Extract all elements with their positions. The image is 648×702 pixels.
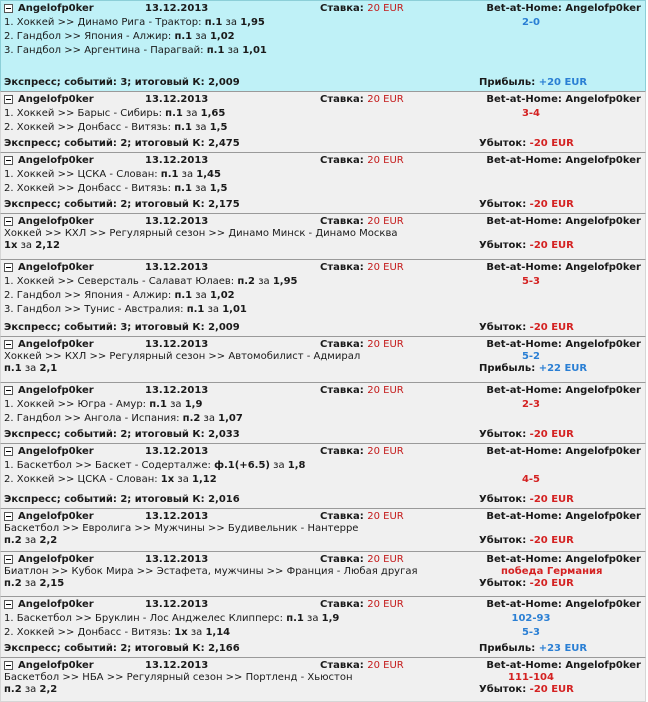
collapse-toggle-icon[interactable] [4, 447, 13, 456]
stake-label: Ставка: [320, 216, 368, 227]
bet-card [0, 382, 646, 445]
event-pick: п.2 [4, 578, 22, 589]
stake-amount: 20 EUR [367, 511, 404, 522]
bet-card [0, 551, 646, 598]
leg-pick: п.1 [174, 31, 193, 42]
collapse-toggle-icon[interactable] [4, 156, 13, 165]
leg-score: 2-0 [521, 17, 541, 28]
leg-pick: п.1 [286, 613, 304, 624]
leg-pick: п.1 [149, 399, 167, 410]
bet-summary [1, 494, 645, 506]
bettor-name: Angelofp0ker [18, 3, 94, 14]
result-value: +23 EUR [538, 643, 588, 654]
bettor-name: Angelofp0ker [18, 554, 94, 565]
bet-result [479, 494, 574, 506]
leg-score: 4-5 [521, 474, 541, 485]
result-label: Прибыль: [479, 643, 539, 654]
bet-leg [1, 627, 645, 639]
result-label: Убыток: [479, 578, 530, 589]
result-value: -20 EUR [529, 578, 574, 589]
leg-odds: 1,95 [240, 17, 265, 28]
leg-pick: п.1 [165, 108, 183, 119]
leg-pick: п.1 [206, 45, 225, 56]
event-pick: п.2 [4, 684, 22, 695]
event-pick: п.1 [4, 363, 22, 374]
stake-amount: 20 EUR [367, 262, 404, 273]
bookmaker-account: Bet-at-Home: Angelofp0ker [486, 385, 641, 396]
result-label: Прибыль: [479, 363, 539, 374]
bet-date: 13.12.2013 [145, 3, 209, 14]
leg-pick: п.2 [237, 276, 256, 287]
bet-leg [1, 413, 645, 425]
bookmaker-account: Bet-at-Home: Angelofp0ker [486, 216, 641, 227]
result-value: -20 EUR [529, 494, 574, 505]
collapse-toggle-icon[interactable] [4, 600, 13, 609]
stake-label: Ставка: [320, 155, 368, 166]
bettor-name: Angelofp0ker [18, 94, 94, 105]
stake-info [320, 339, 404, 351]
bet-leg [1, 276, 645, 288]
collapse-toggle-icon[interactable] [4, 386, 13, 395]
stake-amount: 20 EUR [367, 660, 404, 671]
bet-card [0, 336, 646, 384]
bookmaker-account: Bet-at-Home: Angelofp0ker [486, 660, 641, 671]
bet-card [0, 91, 646, 154]
result-label: Прибыль: [479, 77, 539, 88]
pick-text: п.2 за 2,2 [4, 684, 58, 695]
event-odds: 2,1 [39, 363, 58, 374]
leg-pick: п.1 [174, 122, 192, 133]
bet-date: 13.12.2013 [145, 660, 209, 671]
bet-date: 13.12.2013 [145, 511, 209, 522]
bet-result [479, 363, 587, 375]
bet-summary [1, 138, 645, 150]
event-odds: 2,2 [39, 684, 58, 695]
express-summary: Экспресс; событий: 2; итоговый К: 2,166 [4, 643, 240, 654]
event-path: Хоккей >> КХЛ >> Регулярный сезон >> Автомобилист - Адмирал [4, 351, 361, 362]
bettor-name: Angelofp0ker [18, 216, 94, 227]
leg-text: 1. Хоккей >> Барыс - Сибирь: п.1 за 1,65 [4, 108, 226, 119]
bet-header [1, 155, 645, 167]
event-odds: 2,15 [39, 578, 65, 589]
stake-label: Ставка: [320, 3, 368, 14]
bet-card [0, 443, 646, 510]
bet-summary [1, 199, 645, 211]
bet-leg [1, 122, 645, 134]
bet-header [1, 216, 645, 228]
bet-date: 13.12.2013 [145, 385, 209, 396]
bet-result [479, 578, 574, 590]
result-value: -20 EUR [529, 199, 574, 210]
bet-header [1, 554, 645, 566]
bet-leg [1, 613, 645, 625]
bet-summary [1, 429, 645, 441]
bet-card [0, 0, 646, 93]
stake-amount: 20 EUR [367, 554, 404, 565]
bet-leg [1, 45, 645, 57]
express-summary: Экспресс; событий: 3; итоговый К: 2,009 [4, 77, 240, 88]
stake-info [320, 511, 404, 523]
bet-result [479, 138, 574, 150]
stake-info [320, 554, 404, 566]
pick-text: п.2 за 2,15 [4, 578, 65, 589]
bet-date: 13.12.2013 [145, 339, 209, 350]
leg-odds: 1,5 [209, 183, 228, 194]
leg-odds: 1,02 [209, 290, 235, 301]
stake-info [320, 385, 404, 397]
bet-header [1, 385, 645, 397]
bet-card [0, 152, 646, 215]
stake-label: Ставка: [320, 599, 368, 610]
bet-result [479, 322, 574, 334]
bet-pick-row [1, 363, 645, 375]
result-label: Убыток: [479, 429, 530, 440]
express-summary: Экспресс; событий: 2; итоговый К: 2,175 [4, 199, 240, 210]
event-score: 5-2 [521, 351, 541, 362]
bet-card [0, 508, 646, 553]
bet-result [479, 643, 587, 655]
leg-pick: п.2 [182, 413, 201, 424]
stake-label: Ставка: [320, 94, 368, 105]
leg-text: 2. Гандбол >> Япония - Алжир: п.1 за 1,02 [4, 31, 235, 42]
leg-score: 3-4 [521, 108, 541, 119]
leg-text: 1. Хоккей >> ЦСКА - Слован: п.1 за 1,45 [4, 169, 221, 180]
result-value: +20 EUR [538, 77, 588, 88]
bet-result [479, 535, 574, 547]
event-path: Баскетбол >> НБА >> Регулярный сезон >> Портленд - Хьюстон [4, 672, 353, 683]
event-odds: 2,2 [39, 535, 58, 546]
event-path: Хоккей >> КХЛ >> Регулярный сезон >> Динамо Минск - Динамо Москва [4, 228, 398, 239]
event-pick: п.2 [4, 535, 22, 546]
stake-info [320, 599, 404, 611]
leg-pick: п.1 [174, 183, 192, 194]
event-score: 111-104 [508, 672, 554, 683]
leg-odds: 1,95 [272, 276, 298, 287]
bet-leg [1, 17, 645, 29]
stake-amount: 20 EUR [367, 599, 404, 610]
stake-amount: 20 EUR [367, 216, 404, 227]
bet-leg [1, 183, 645, 195]
express-summary: Экспресс; событий: 2; итоговый К: 2,033 [4, 429, 240, 440]
collapse-toggle-icon[interactable] [4, 4, 13, 13]
bet-result [479, 684, 574, 696]
result-label: Убыток: [479, 240, 530, 251]
bet-date: 13.12.2013 [145, 94, 209, 105]
bet-event [1, 523, 645, 535]
stake-info [320, 3, 404, 15]
leg-odds: 1,07 [218, 413, 243, 424]
bet-card [0, 657, 646, 702]
leg-odds: 1,01 [242, 45, 267, 56]
collapse-toggle-icon[interactable] [4, 661, 13, 670]
event-path: Баскетбол >> Евролига >> Мужчины >> Будивельник - Нантерре [4, 523, 359, 534]
result-value: -20 EUR [529, 322, 574, 333]
bet-date: 13.12.2013 [145, 599, 209, 610]
bookmaker-account: Bet-at-Home: Angelofp0ker [486, 94, 641, 105]
bet-leg [1, 108, 645, 120]
bookmaker-account: Bet-at-Home: Angelofp0ker [486, 3, 641, 14]
bet-header [1, 94, 645, 106]
bet-result [479, 199, 574, 211]
collapse-toggle-icon[interactable] [4, 217, 13, 226]
result-label: Убыток: [479, 138, 530, 149]
leg-odds: 1,65 [200, 108, 226, 119]
bet-summary [1, 322, 645, 334]
bet-pick-row [1, 535, 645, 547]
result-label: Убыток: [479, 535, 530, 546]
stake-amount: 20 EUR [367, 385, 404, 396]
bookmaker-account: Bet-at-Home: Angelofp0ker [486, 511, 641, 522]
bet-event [1, 566, 645, 578]
leg-odds: 1,02 [209, 31, 235, 42]
leg-text: 2. Хоккей >> Донбасс - Витязь: п.1 за 1,5 [4, 122, 228, 133]
leg-text: 2. Хоккей >> Донбасс - Витязь: п.1 за 1,5 [4, 183, 228, 194]
bet-card [0, 596, 646, 659]
stake-label: Ставка: [320, 660, 368, 671]
bettor-name: Angelofp0ker [18, 155, 94, 166]
event-score: победа Германия [501, 566, 603, 577]
leg-odds: 1,14 [205, 627, 231, 638]
bet-pick-row [1, 684, 645, 696]
bet-date: 13.12.2013 [145, 155, 209, 166]
bet-event [1, 228, 645, 240]
event-odds: 2,12 [35, 240, 60, 251]
bet-leg [1, 460, 645, 472]
result-label: Убыток: [479, 199, 530, 210]
bet-leg [1, 290, 645, 302]
leg-text: 1. Хоккей >> Северсталь - Салават Юлаев: п.2 за 1,95 [4, 276, 298, 287]
stake-info [320, 446, 404, 458]
bookmaker-account: Bet-at-Home: Angelofp0ker [486, 339, 641, 350]
stake-label: Ставка: [320, 511, 368, 522]
collapse-toggle-icon[interactable] [4, 95, 13, 104]
express-summary: Экспресс; событий: 2; итоговый К: 2,016 [4, 494, 240, 505]
leg-pick: ф.1(+6.5) [214, 460, 270, 471]
pick-text: п.2 за 2,2 [4, 535, 58, 546]
result-value: -20 EUR [529, 429, 574, 440]
stake-amount: 20 EUR [367, 3, 404, 14]
bet-header [1, 446, 645, 458]
bookmaker-account: Bet-at-Home: Angelofp0ker [486, 155, 641, 166]
bettor-name: Angelofp0ker [18, 511, 94, 522]
bet-leg [1, 304, 645, 316]
result-value: -20 EUR [529, 240, 574, 251]
bettor-name: Angelofp0ker [18, 599, 94, 610]
leg-pick: п.1 [160, 169, 179, 180]
stake-info [320, 660, 404, 672]
bet-pick-row [1, 578, 645, 590]
stake-label: Ставка: [320, 262, 368, 273]
stake-amount: 20 EUR [367, 155, 404, 166]
bet-summary [1, 77, 645, 89]
leg-odds: 1,12 [192, 474, 217, 485]
stake-label: Ставка: [320, 385, 368, 396]
bet-date: 13.12.2013 [145, 446, 209, 457]
bettor-name: Angelofp0ker [18, 339, 94, 350]
bet-event [1, 351, 645, 363]
result-label: Убыток: [479, 684, 530, 695]
stake-info [320, 216, 404, 228]
leg-score: 5-3 [521, 627, 541, 638]
bettor-name: Angelofp0ker [18, 385, 94, 396]
stake-label: Ставка: [320, 554, 368, 565]
collapse-toggle-icon[interactable] [4, 340, 13, 349]
leg-text: 2. Гандбол >> Япония - Алжир: п.1 за 1,02 [4, 290, 235, 301]
collapse-toggle-icon[interactable] [4, 512, 13, 521]
leg-text: 1. Хоккей >> Югра - Амур: п.1 за 1,9 [4, 399, 203, 410]
bet-pick-row [1, 240, 645, 252]
bookmaker-account: Bet-at-Home: Angelofp0ker [486, 554, 641, 565]
leg-score: 102-93 [511, 613, 551, 624]
bet-header [1, 262, 645, 274]
bet-result [479, 77, 587, 89]
leg-odds: 1,01 [222, 304, 247, 315]
bet-result [479, 240, 574, 252]
result-value: -20 EUR [529, 138, 574, 149]
bettor-name: Angelofp0ker [18, 446, 94, 457]
bettor-name: Angelofp0ker [18, 660, 94, 671]
leg-text: 1. Баскетбол >> Баскет - Содерталже: ф.1(+6.5) за 1,8 [4, 460, 306, 471]
leg-text: 2. Хоккей >> ЦСКА - Слован: 1х за 1,12 [4, 474, 217, 485]
bettor-name: Angelofp0ker [18, 262, 94, 273]
event-pick: 1х [4, 240, 18, 251]
bookmaker-account: Bet-at-Home: Angelofp0ker [486, 599, 641, 610]
bet-leg [1, 399, 645, 411]
stake-amount: 20 EUR [367, 446, 404, 457]
bet-result [479, 429, 574, 441]
bet-summary [1, 643, 645, 655]
leg-pick: п.1 [186, 304, 205, 315]
leg-odds: 1,9 [321, 613, 340, 624]
leg-score: 2-3 [521, 399, 541, 410]
stake-info [320, 94, 404, 106]
bookmaker-account: Bet-at-Home: Angelofp0ker [486, 262, 641, 273]
leg-odds: 1,45 [196, 169, 221, 180]
leg-pick: п.1 [204, 17, 223, 28]
bet-header [1, 339, 645, 351]
leg-pick: 1х [174, 627, 188, 638]
collapse-toggle-icon[interactable] [4, 555, 13, 564]
pick-text: 1х за 2,12 [4, 240, 60, 251]
bet-date: 13.12.2013 [145, 216, 209, 227]
stake-info [320, 155, 404, 167]
leg-pick: 1х [160, 474, 175, 485]
stake-info [320, 262, 404, 274]
leg-text: 1. Хоккей >> Динамо Рига - Трактор: п.1 за 1,95 [4, 17, 265, 28]
stake-amount: 20 EUR [367, 94, 404, 105]
express-summary: Экспресс; событий: 2; итоговый К: 2,475 [4, 138, 240, 149]
result-value: +22 EUR [538, 363, 588, 374]
bet-leg [1, 474, 645, 486]
leg-text: 2. Гандбол >> Ангола - Испания: п.2 за 1,07 [4, 413, 243, 424]
bet-header [1, 660, 645, 672]
result-label: Убыток: [479, 322, 530, 333]
result-value: -20 EUR [529, 535, 574, 546]
bet-card [0, 259, 646, 338]
bet-header [1, 511, 645, 523]
leg-pick: п.1 [174, 290, 193, 301]
leg-odds: 1,5 [209, 122, 228, 133]
leg-score: 5-3 [521, 276, 541, 287]
bet-leg [1, 31, 645, 43]
leg-text: 1. Баскетбол >> Бруклин - Лос Анджелес Клипперс: п.1 за 1,9 [4, 613, 340, 624]
collapse-toggle-icon[interactable] [4, 263, 13, 272]
result-label: Убыток: [479, 494, 530, 505]
leg-text: 3. Гандбол >> Аргентина - Парагвай: п.1 за 1,01 [4, 45, 267, 56]
stake-label: Ставка: [320, 446, 368, 457]
bet-date: 13.12.2013 [145, 554, 209, 565]
stake-label: Ставка: [320, 339, 368, 350]
result-value: -20 EUR [529, 684, 574, 695]
stake-amount: 20 EUR [367, 339, 404, 350]
event-path: Биатлон >> Кубок Мира >> Эстафета, мужчины >> Франция - Любая другая [4, 566, 418, 577]
bet-card [0, 213, 646, 261]
bet-header [1, 599, 645, 611]
bet-header [1, 3, 645, 15]
pick-text: п.1 за 2,1 [4, 363, 58, 374]
express-summary: Экспресс; событий: 3; итоговый К: 2,009 [4, 322, 240, 333]
bet-date: 13.12.2013 [145, 262, 209, 273]
leg-odds: 1,8 [287, 460, 306, 471]
leg-odds: 1,9 [184, 399, 203, 410]
leg-text: 2. Хоккей >> Донбасс - Витязь: 1х за 1,14 [4, 627, 231, 638]
leg-text: 3. Гандбол >> Тунис - Австралия: п.1 за 1,01 [4, 304, 247, 315]
bet-event [1, 672, 645, 684]
bet-leg [1, 169, 645, 181]
bookmaker-account: Bet-at-Home: Angelofp0ker [486, 446, 641, 457]
